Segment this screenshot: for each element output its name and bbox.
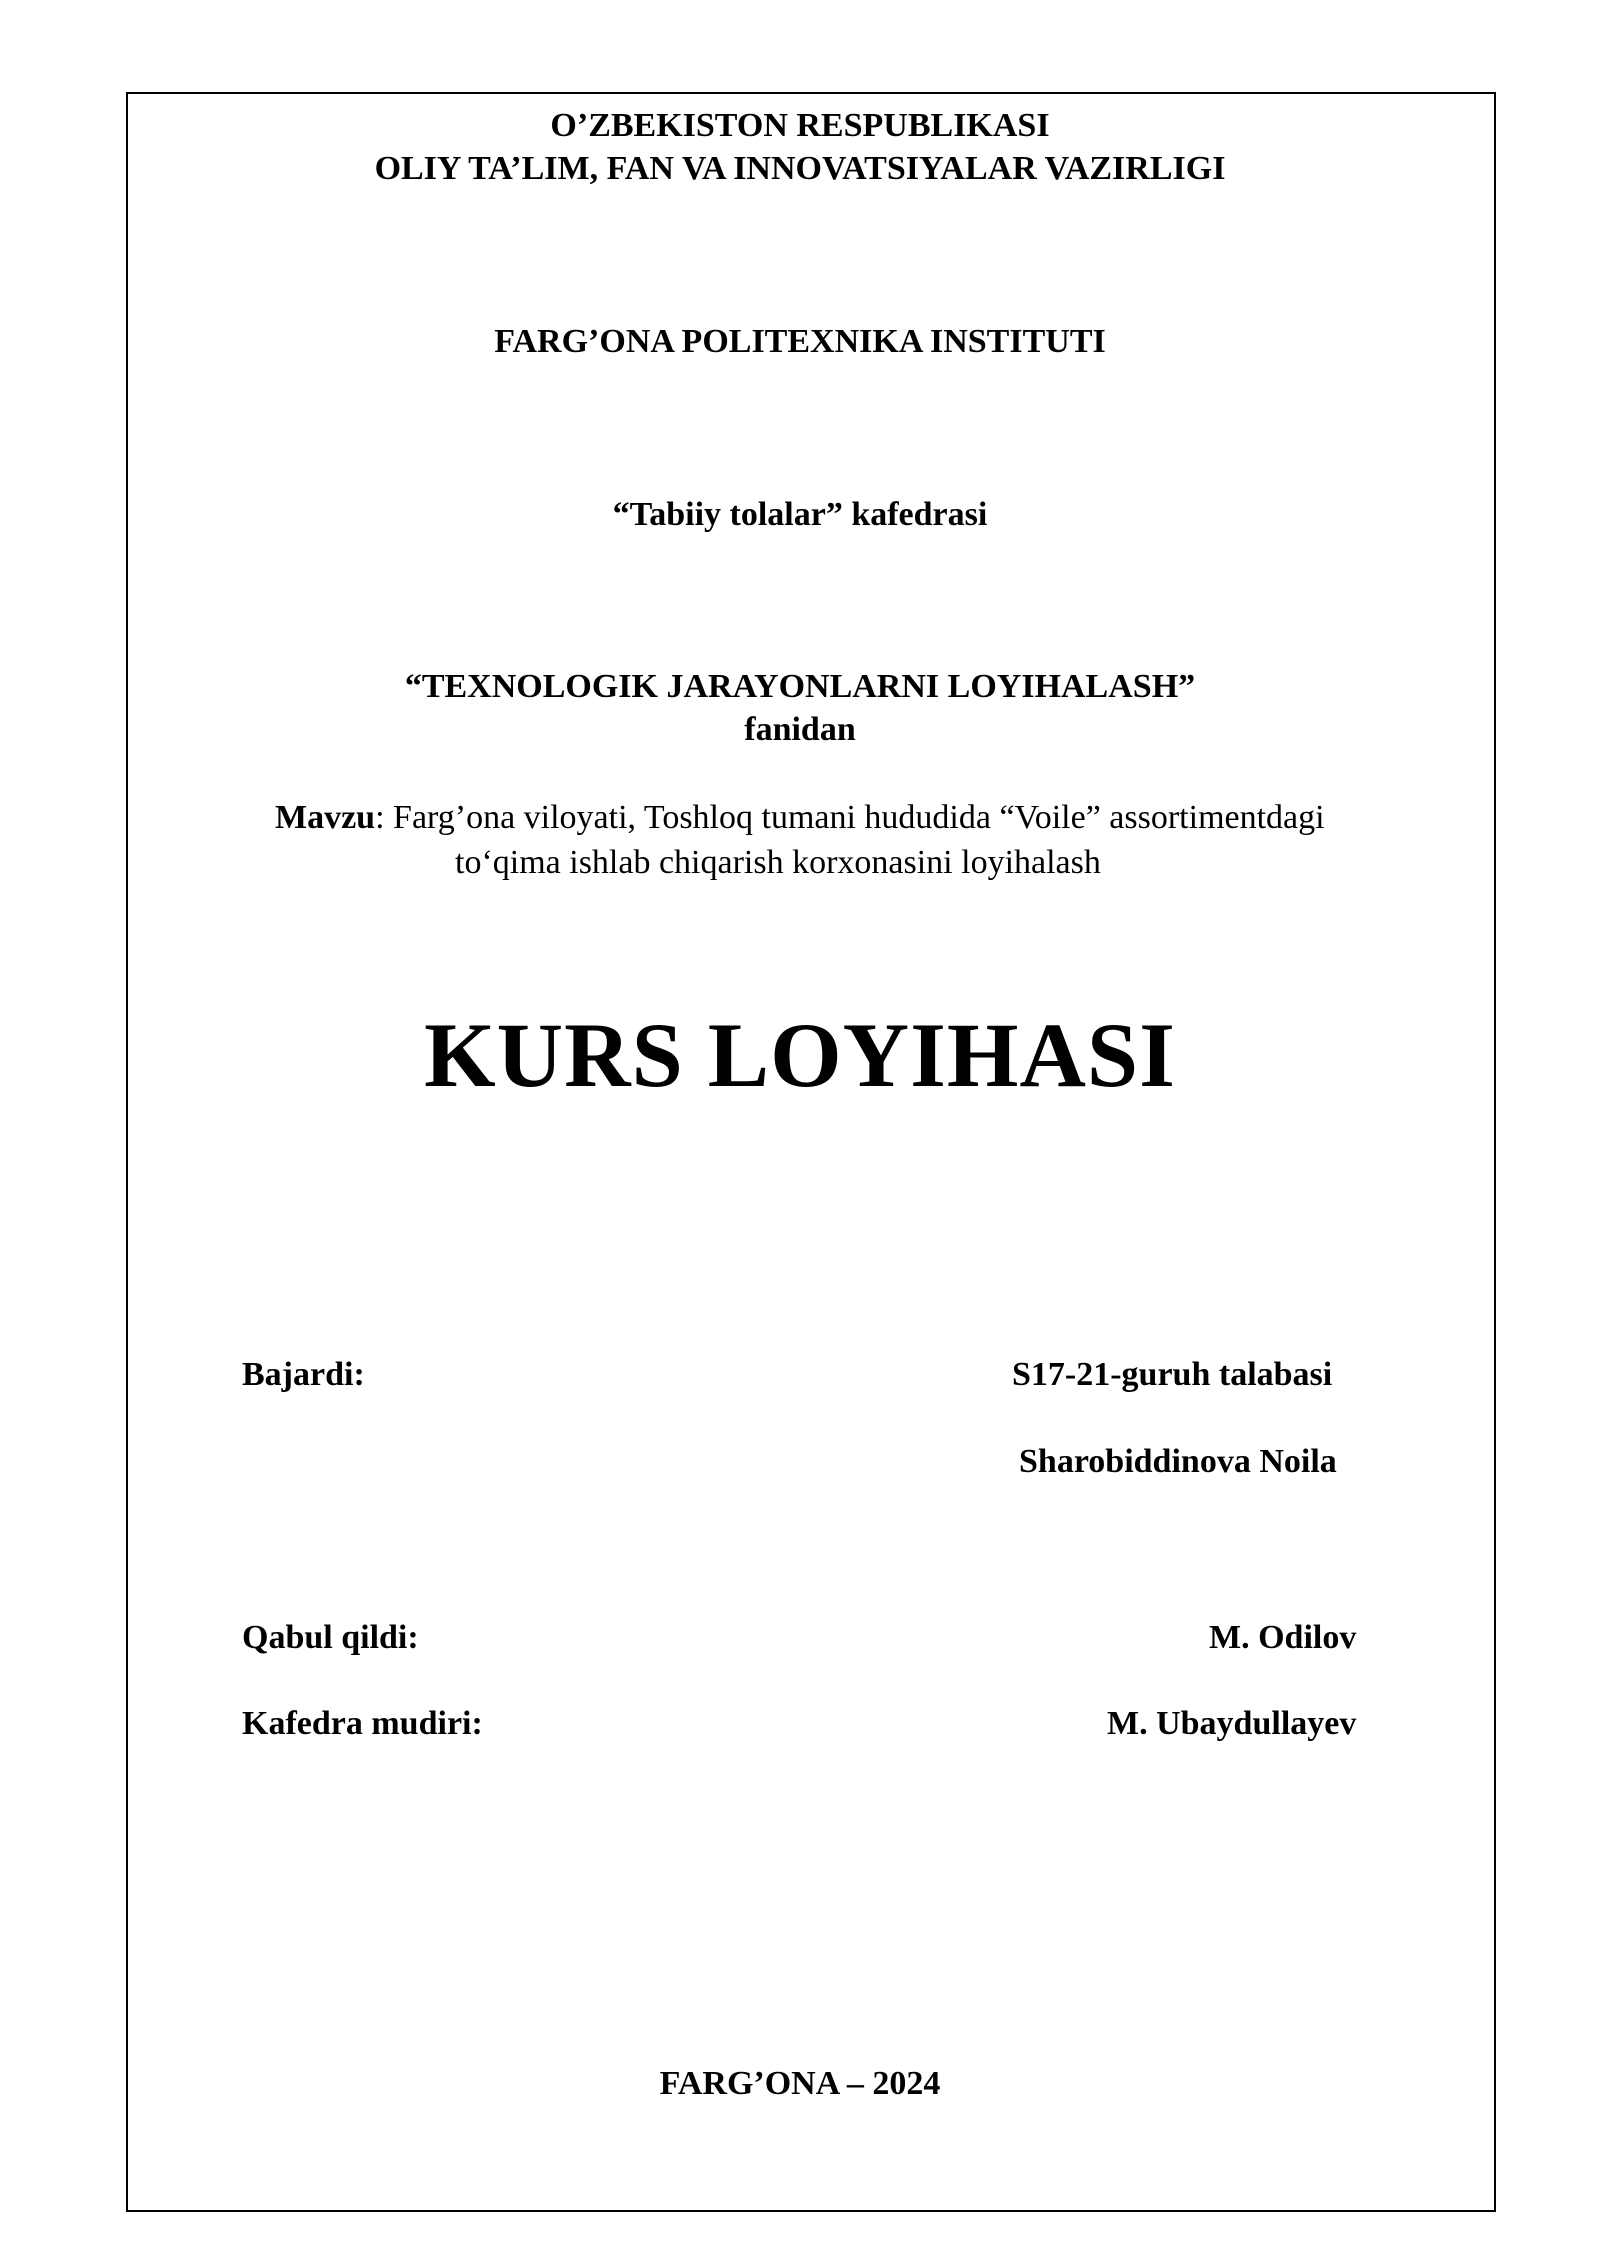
performed-label: Bajardi: (242, 1356, 365, 1393)
accepted-label: Qabul qildi: (242, 1619, 419, 1656)
topic-line-2: to‘qima ishlab chiqarish korxonasini loyihalash (455, 844, 1101, 881)
head-name: M. Ubaydullayev (1107, 1705, 1357, 1742)
department-heading: “Tabiiy tolalar” kafedrasi (612, 496, 988, 533)
document-title: KURS LOYIHASI (424, 1004, 1176, 1106)
student-name: Sharobiddinova Noila (1019, 1443, 1337, 1480)
accepted-name: M. Odilov (1209, 1619, 1357, 1656)
subject-suffix: fanidan (744, 711, 856, 748)
student-group: S17-21-guruh talabasi (1012, 1356, 1333, 1393)
place-year: FARG’ONA – 2024 (659, 2065, 941, 2102)
head-label: Kafedra mudiri: (242, 1705, 483, 1742)
topic-text-1: Farg’ona viloyati, Toshloq tumani hududida “Voile” assortimentdagi (384, 799, 1325, 836)
subject-name: “TEXNOLOGIK JARAYONLARNI LOYIHALASH” (404, 668, 1196, 705)
topic-label: Mavzu (275, 799, 376, 836)
page-border (126, 92, 1496, 2212)
topic-separator: : (375, 799, 385, 836)
country-heading: O’ZBEKISTON RESPUBLIKASI (550, 107, 1050, 144)
topic-line-1 (275, 796, 1325, 840)
ministry-heading: OLIY TA’LIM, FAN VA INNOVATSIYALAR VAZIRLIGI (374, 150, 1226, 187)
institute-heading: FARG’ONA POLITEXNIKA INSTITUTI (494, 323, 1106, 360)
